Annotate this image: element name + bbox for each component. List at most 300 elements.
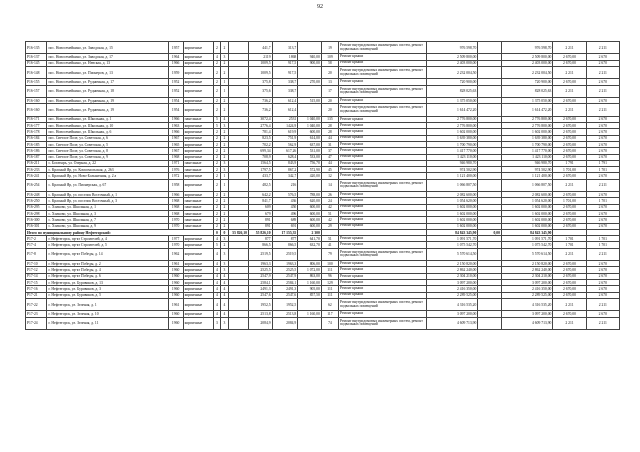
table-cell: 1 700 790,00	[501, 141, 552, 147]
table-cell: Р16-177	[26, 123, 47, 129]
table-cell: 857,50	[298, 292, 322, 298]
table-cell: 600,00	[298, 129, 322, 135]
table-cell: пос. Светлое Поле, ул. Советская, д. 9	[47, 154, 168, 160]
table-cell: 2	[221, 104, 229, 116]
table-cell: 3072,4	[248, 116, 272, 122]
table-cell: 2 509 800,00	[501, 54, 552, 60]
table-cell: 17 155,35	[272, 229, 298, 235]
table-cell: 2519,5	[272, 248, 298, 260]
table-cell	[228, 104, 248, 116]
table-cell: Ремонт внутридомовых инженерных систем, ремонт подвальных помещений	[338, 42, 426, 54]
table-cell: 2 082 600,00	[426, 192, 477, 198]
table-cell: 2	[213, 98, 221, 104]
table-row	[26, 85, 620, 97]
table-cell: 1963,3	[248, 261, 272, 267]
table-cell	[228, 66, 248, 78]
table-cell: Р16-250	[26, 198, 47, 204]
table-cell: пос. Светлое Поле, ул. Советская, д. 5	[47, 141, 168, 147]
table-cell: 2 670,00	[553, 154, 586, 160]
table-cell: 1 602 000,00	[426, 129, 477, 135]
table-cell: Р17-21	[26, 292, 47, 298]
table-cell: 1965	[168, 141, 183, 147]
table-cell: Ремонт крыши	[338, 116, 426, 122]
table-cell: Ремонт крыши	[338, 267, 426, 273]
table-cell: 4	[213, 280, 221, 286]
table-cell: 2 670,00	[553, 141, 586, 147]
table-cell: Р16-148	[26, 66, 47, 78]
table-cell: 4 609 713,90	[426, 317, 477, 329]
table-cell: Р17-10	[26, 261, 47, 267]
table-cell: 2 670,00	[553, 292, 586, 298]
table-cell: 1 701	[553, 236, 586, 242]
table-cell: кирпичные	[183, 280, 213, 286]
table-cell: 3	[213, 317, 221, 329]
table-cell: 1 054 620,00	[501, 198, 552, 204]
table-cell: 619,9	[272, 129, 298, 135]
table-cell: 17	[321, 85, 338, 97]
table-cell: 4 609 713,90	[501, 317, 552, 329]
table-cell: 702,2	[248, 141, 272, 147]
table-cell: 1970	[168, 242, 183, 248]
table-cell: 632,70	[298, 242, 322, 248]
table-cell: 533,00	[298, 154, 322, 160]
table-cell: кирпичные	[183, 54, 213, 60]
table-cell: 482,5	[248, 179, 272, 191]
table-cell: 338,7	[272, 85, 298, 97]
table-cell: 433,7	[248, 173, 272, 179]
table-cell: 2	[221, 60, 229, 66]
table-cell: г. Нефтегорск, ул. Буровиков, д. 3	[47, 286, 168, 292]
table-cell: 2 670	[586, 286, 619, 292]
table-cell: кирпичные	[183, 192, 213, 198]
table-cell: г. Нефтегорск, пр-кт Победы, д. 4	[47, 267, 168, 273]
table-cell: 2	[221, 42, 229, 54]
table-cell: 2 150 820,00	[426, 261, 477, 267]
table-cell: 2 670	[586, 60, 619, 66]
table-cell: 2 211	[586, 298, 619, 310]
table-cell: 1 791	[553, 160, 586, 166]
table-cell: 806,00	[298, 261, 322, 267]
table-cell: 1	[221, 179, 229, 191]
table-cell: 2 211	[586, 179, 619, 191]
table-cell: 3 097 200,00	[501, 311, 552, 317]
table-cell: 708,9	[248, 154, 272, 160]
table-cell: 2	[213, 167, 221, 173]
table-cell: 2 416 350,00	[501, 286, 552, 292]
table-cell: 55 826,10	[248, 229, 272, 235]
table-cell: 1 121 400,00	[426, 173, 477, 179]
table-cell: 3 097 200,00	[426, 280, 477, 286]
table-cell: Ремонт внутридомовых инженерных систем, ремонт подвальных помещений	[338, 179, 426, 191]
table-cell: 2 211	[586, 104, 619, 116]
table-cell: 974 502,90	[501, 167, 552, 173]
table-cell: Ремонт крыши	[338, 154, 426, 160]
table-cell: 976 598,70	[501, 42, 552, 54]
table-cell: 37	[321, 148, 338, 154]
table-cell: 2 670,00	[553, 223, 586, 229]
table-cell: 1960	[168, 286, 183, 292]
table-cell: 13	[321, 79, 338, 85]
table-cell: панельные	[183, 217, 213, 223]
table-cell: 129	[321, 280, 338, 286]
table-cell: 699,34	[248, 148, 272, 154]
table-cell: 2 670	[586, 129, 619, 135]
table-cell: 1958	[168, 179, 183, 191]
table-cell: Р16-135	[26, 42, 47, 54]
table-cell: 1797,5	[248, 167, 272, 173]
table-cell: 1960	[168, 267, 183, 273]
table-cell: Ремонт крыши	[338, 273, 426, 279]
table-cell: Р16-160	[26, 104, 47, 116]
table-cell: 641,70	[298, 236, 322, 242]
table-cell: Р17-23	[26, 311, 47, 317]
table-cell: 1 075 542,70	[426, 242, 477, 248]
table-cell: 2	[213, 60, 221, 66]
table-cell: 42	[321, 217, 338, 223]
table-cell: 2519,5	[248, 248, 272, 260]
table-cell: 1 701,00	[553, 167, 586, 173]
table-cell: кирпичные	[183, 85, 213, 97]
table-cell: кирпичные	[183, 104, 213, 116]
table-cell: 1968	[168, 204, 183, 210]
table-cell: 4	[213, 267, 221, 273]
table-cell: 2513,8	[248, 311, 272, 317]
table-cell: 4	[221, 280, 229, 286]
table-cell: 4 316 535,20	[426, 298, 477, 310]
table-cell: 2	[221, 129, 229, 135]
table-cell: Ремонт крыши	[338, 135, 426, 141]
table-cell: 2 304 210,00	[426, 273, 477, 279]
table-cell: Ремонт крыши	[338, 211, 426, 217]
table-cell: 2 670,00	[553, 129, 586, 135]
table-cell: 620,00	[298, 198, 322, 204]
table-cell: 2	[221, 66, 229, 78]
table-cell: 1957	[168, 42, 183, 54]
table-cell: Р16-178	[26, 129, 47, 135]
table-cell: 1 701	[586, 167, 619, 173]
table-cell: Р17-22	[26, 298, 47, 310]
table-cell: 1 160,00	[298, 311, 322, 317]
table-cell: 917,5	[272, 60, 298, 66]
table-cell: 1 375 050,00	[426, 98, 477, 104]
table-cell: 2547,9	[272, 273, 298, 279]
table-cell: 2 670,00	[553, 273, 586, 279]
table-cell: пос. Новосемейкино, ул. Рудничная, д. 17	[47, 79, 168, 85]
table-cell: 2	[221, 211, 229, 217]
table-cell: 2 670,00	[553, 148, 586, 154]
table-cell: 2	[213, 79, 221, 85]
table-cell: 1966	[168, 60, 183, 66]
table-cell: 1 701	[586, 242, 619, 248]
table-cell: 900,00	[298, 60, 322, 66]
table-cell: 5 570 614,50	[501, 248, 552, 260]
table-cell: 3	[221, 267, 229, 273]
table-row	[26, 248, 620, 260]
table-cell: 2 403 000,00	[426, 60, 477, 66]
table-cell: 976 598,70	[426, 42, 477, 54]
table-cell: 4 316 535,20	[501, 298, 552, 310]
table-cell: Ремонт крыши	[338, 242, 426, 248]
table-cell: 614,00	[298, 135, 322, 141]
table-cell: 2	[213, 148, 221, 154]
table-cell: 905,00	[298, 286, 322, 292]
table-cell: 2 670,00	[553, 79, 586, 85]
table-cell: 4	[213, 261, 221, 267]
table-cell: 828 025,63	[426, 85, 477, 97]
table-cell: 3 097 200,00	[426, 311, 477, 317]
table-cell: панельные	[183, 116, 213, 122]
table-cell: Ремонт внутридомовых инженерных систем, ремонт подвальных помещений	[338, 66, 426, 78]
table-cell: кирпичные	[183, 261, 213, 267]
table-cell: 2 211	[553, 85, 586, 97]
table-cell: 41	[321, 242, 338, 248]
table-cell: 2 670	[586, 204, 619, 210]
table-cell: Ремонт крыши	[338, 160, 426, 166]
table-cell: 441,7	[248, 42, 272, 54]
table-cell: 2 670,00	[553, 54, 586, 60]
table-cell: 1 423 110,00	[501, 154, 552, 160]
table-cell: пос. Новосемейкино, ул. Заводская, д. 15	[47, 42, 168, 54]
table-cell: 20	[321, 104, 338, 116]
table-cell: 2	[213, 42, 221, 54]
table-cell: Р16-248	[26, 192, 47, 198]
table-cell: 19	[321, 42, 338, 54]
table-cell: 2 670	[586, 135, 619, 141]
table-cell: 2 211	[553, 42, 586, 54]
table-cell: 2	[221, 135, 229, 141]
table-cell: 2 670	[586, 261, 619, 267]
table-cell: 2491,3	[272, 286, 298, 292]
table-cell: 2 289 525,00	[426, 292, 477, 298]
table-cell: 79	[321, 248, 338, 260]
table-cell: 2 211	[586, 42, 619, 54]
table-cell: кирпичные	[183, 135, 213, 141]
table-cell: 2 211	[586, 66, 619, 78]
table-cell	[478, 66, 502, 78]
table-cell: 2	[221, 204, 229, 210]
table-cell: Ремонт крыши	[338, 217, 426, 223]
table-cell: 2	[221, 141, 229, 147]
table-cell: 0	[221, 229, 229, 235]
table-cell: Ремонт крыши	[338, 192, 426, 198]
table-cell: 1966	[168, 129, 183, 135]
table-cell: кирпичные	[183, 141, 213, 147]
table-cell: пос. Новосемейкино, ул. Школьная, д. 6	[47, 129, 168, 135]
table-cell: 2531	[272, 116, 298, 122]
table-cell: 1954	[168, 98, 183, 104]
table-cell: 2 670,00	[553, 60, 586, 66]
table-cell: 1 639 380,00	[426, 135, 477, 141]
table-cell: кирпичные	[183, 179, 213, 191]
table-cell: кирпичные	[183, 242, 213, 248]
table-cell: 2776,4	[248, 123, 272, 129]
table-cell: Ремонт крыши	[338, 198, 426, 204]
table-cell: 2 862 240,00	[426, 267, 477, 273]
table-cell: с. Красный Яр, ул. Пионерская, д. 67	[47, 179, 168, 191]
table-cell: Р17-14	[26, 273, 47, 279]
table-cell: 1 040,00	[298, 123, 322, 129]
table-cell: 135	[321, 116, 338, 122]
table-cell: 1	[221, 173, 229, 179]
table-cell: 1960	[168, 273, 183, 279]
table-cell: Ремонт крыши	[338, 141, 426, 147]
table-cell: 2	[213, 141, 221, 147]
table-cell	[478, 42, 502, 54]
table-cell	[298, 248, 322, 260]
table-cell: кирпичные	[183, 317, 213, 329]
table-cell: 2 670,00	[553, 217, 586, 223]
table-cell: с. Богатырь, ул. Озерная, д. 22	[47, 160, 168, 166]
table-cell: 47	[321, 154, 338, 160]
table-cell: 940,00	[298, 54, 322, 60]
table-cell: 111	[321, 267, 338, 273]
table-cell: 342,7	[272, 173, 298, 179]
table-cell: кирпичные	[183, 42, 213, 54]
table-cell	[298, 66, 322, 78]
table-cell: 2 670,00	[553, 173, 586, 179]
table-cell: 1 091 571,70	[426, 236, 477, 242]
table-cell: Р17-24	[26, 317, 47, 329]
table-cell: 1952,5	[248, 298, 272, 310]
page-number: 92	[317, 4, 323, 10]
table-cell: 1967	[168, 135, 183, 141]
table-cell: 531,00	[298, 148, 322, 154]
table-cell: 1 375 050,00	[501, 98, 552, 104]
table-cell: 720 900,00	[426, 79, 477, 85]
table-cell: Ремонт крыши	[338, 79, 426, 85]
table-row	[26, 104, 620, 116]
table-cell: 1952	[168, 85, 183, 97]
table-cell: 4	[221, 286, 229, 292]
table-cell: 2 670,00	[553, 123, 586, 129]
table-cell: 2	[213, 66, 221, 78]
table-cell: кирпичные	[183, 236, 213, 242]
table-cell: 2 670	[586, 79, 619, 85]
table-cell: 1960	[168, 292, 183, 298]
table-cell: 2 211	[586, 248, 619, 260]
table-cell: 1 417 770,00	[426, 148, 477, 154]
table-cell: пос. Новосемейкино, ул. Рудничная, д. 19	[47, 98, 168, 104]
table-cell: Ремонт крыши	[338, 280, 426, 286]
table-cell: 1 602 000,00	[501, 211, 552, 217]
table-cell: 270,00	[298, 79, 322, 85]
table-cell: 313,7	[272, 42, 298, 54]
table-row	[26, 66, 620, 78]
table-cell: пос. Новосемейкино, ул. Заводская, д. 17	[47, 54, 168, 60]
table-cell: 2	[213, 104, 221, 116]
table-cell: Ремонт крыши	[338, 129, 426, 135]
table-cell: 1 602 000,00	[426, 211, 477, 217]
table-cell: Р16-187	[26, 154, 47, 160]
table-cell: 1966	[168, 116, 183, 122]
table-cell: 1	[221, 85, 229, 97]
table-cell: 3	[221, 160, 229, 166]
table-cell: 4	[221, 116, 229, 122]
table-cell: 4	[221, 273, 229, 279]
table-cell: 609	[248, 204, 272, 210]
table-cell: 612,4	[272, 104, 298, 116]
table-cell: 4	[213, 248, 221, 260]
table-cell: 5	[213, 116, 221, 122]
table-cell	[228, 317, 248, 329]
table-cell: 841,7	[248, 198, 272, 204]
table-cell: 1 700 790,00	[426, 141, 477, 147]
table-cell: 1961	[168, 298, 183, 310]
table-cell: 946 980,70	[426, 160, 477, 166]
table-cell: 1 602 000,00	[501, 204, 552, 210]
table-cell	[478, 317, 502, 329]
table-cell: 823,5	[248, 135, 272, 141]
table-cell: Р16-295	[26, 204, 47, 210]
table-cell: 600,00	[298, 217, 322, 223]
table-cell	[298, 85, 322, 97]
table-cell: 31	[321, 141, 338, 147]
table-cell: 1963	[168, 123, 183, 129]
table-cell: 2	[213, 173, 221, 179]
table-cell: с. Хилково, ул. Школьная, д. 9	[47, 223, 168, 229]
table-cell: 2	[221, 223, 229, 229]
table-cell: 2	[213, 179, 221, 191]
table-cell: 2	[213, 217, 221, 223]
table-cell	[478, 85, 502, 97]
table-cell: с. Хилково, ул. Школьная, д. 7	[47, 217, 168, 223]
table-cell: Р16-300	[26, 217, 47, 223]
table-cell: 1 701,00	[553, 198, 586, 204]
table-cell: 720 900,00	[501, 79, 552, 85]
table-cell: 2084,9	[248, 317, 272, 329]
table-cell: 26	[321, 192, 338, 198]
table-cell: 2	[213, 85, 221, 97]
table-cell: 863,00	[298, 273, 322, 279]
table-cell: 1 701	[586, 236, 619, 242]
table-cell: 572,90	[298, 167, 322, 173]
table-cell: 691	[272, 223, 298, 229]
table-cell: 62	[321, 298, 338, 310]
table-cell: Ремонт крыши	[338, 286, 426, 292]
table-cell: кирпичные	[183, 292, 213, 298]
table-cell: Ремонт крыши	[338, 311, 426, 317]
table-cell: 5	[213, 242, 221, 248]
table-cell: 828 025,63	[501, 85, 552, 97]
table-cell: 1 417 770,00	[501, 148, 552, 154]
table-row	[26, 298, 620, 310]
table-cell: 1960	[168, 317, 183, 329]
table-cell: 2 670,00	[553, 261, 586, 267]
table-cell: 2084,9	[272, 317, 298, 329]
table-row	[26, 317, 620, 329]
table-cell: 1 423 110,00	[426, 154, 477, 160]
table-cell: 679	[248, 211, 272, 217]
table-cell: 84 843 345,90	[426, 229, 477, 235]
table-cell: Р17-16	[26, 286, 47, 292]
table-cell: 2 082 600,00	[501, 192, 552, 198]
table-cell: панельные	[183, 160, 213, 166]
table-cell: 2 670,00	[553, 286, 586, 292]
table-cell: пос. Новосемейкино, ул. Рудничная, д. 19	[47, 104, 168, 116]
table-cell: 1 602 000,00	[426, 223, 477, 229]
table-cell: 1976	[168, 167, 183, 173]
table-cell	[228, 298, 248, 310]
table-cell: 45	[321, 167, 338, 173]
table-cell: Ремонт крыши	[338, 236, 426, 242]
table-body	[26, 42, 620, 330]
table-cell: 117	[321, 311, 338, 317]
table-cell: 1 121 400,00	[501, 173, 552, 179]
table-cell: 1424,9	[272, 123, 298, 129]
table-cell: 2513,8	[272, 311, 298, 317]
table-cell: 4	[221, 311, 229, 317]
table-cell: 1961	[168, 261, 183, 267]
